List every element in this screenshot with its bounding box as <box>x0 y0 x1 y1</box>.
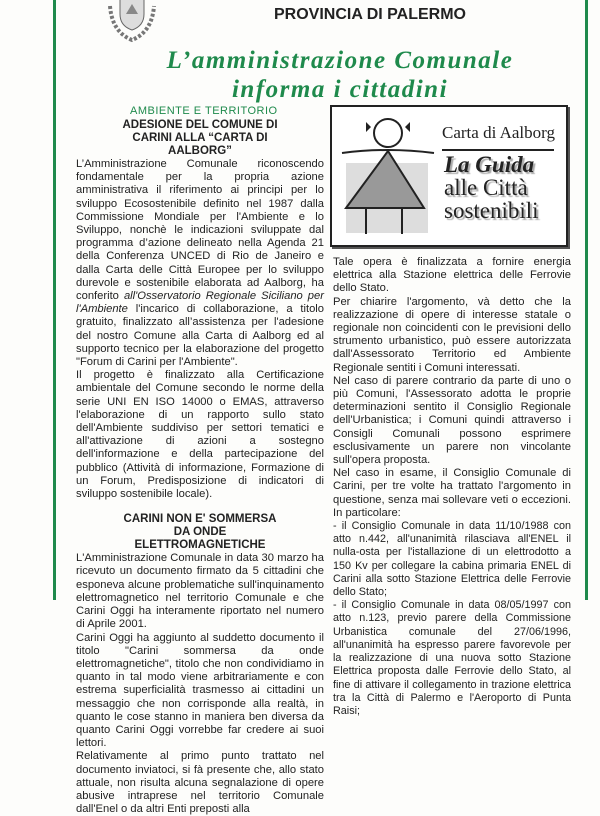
province-name: PROVINCIA DI PALERMO <box>273 6 466 23</box>
headline-aalborg: ADESIONE DEL COMUNE DI CARINI ALLA “CARTA DI AALBORG” <box>122 119 278 157</box>
headline-onde: CARINI NON E' SOMMERSA DA ONDE ELETTROMAGNETICHE <box>123 513 277 552</box>
paragraph: Tale opera è finalizzata a fornire energia elettrica alla Stazione elettrica delle Ferrovie dello Stato. <box>333 256 571 295</box>
paragraph <box>76 158 324 369</box>
right-border-line <box>585 0 588 600</box>
text: L’Amministrazione Comunale riconoscendo fondamentale per la propria azione amministrativa il riferimento ai principi per lo sviluppo Ecosostenibile definito nel 1987 dalla Commissione Mondiale per l'Ambiente e lo Sviluppo, nonchè le indicazioni sviluppate dal programma d’azione delineato nella Agenda 21 della Conferenza UNCED di Rio de Janeiro e dalla Carta delle Città Europee per lo sviluppo durevole e sostenibile elaborata ad Aalborg, ha conferito <box>76 158 324 303</box>
left-column <box>76 119 324 816</box>
carta-aalborg-image <box>330 105 568 247</box>
paragraph: - il Consiglio Comunale in data 08/05/1997 con atto n.123, previo parere della Commissione Urbanistica comunale del 27/06/1996, all'unanimità ha espresso parere favorevole per la realizzazione di una nuova sotto Stazione Elettrica proposta dalle Ferrovie dello Stato, al fine di attivare il collegamento in trazione elettrica tra la Città di Palermo e l'Aeroporto di Punta Raisi; <box>333 599 571 717</box>
child-drawing-icon <box>338 113 438 239</box>
title-line-2: informa i cittadini <box>231 76 449 103</box>
paragraph: Nel caso in esame, il Consiglio Comunale di Carini, per tre volte ha trattato l'argomento in questione, senza mai sollevare veti o eccezioni. In particolare: <box>333 467 571 519</box>
left-border-line <box>53 0 56 600</box>
caption-line: La Guida <box>444 152 535 177</box>
paragraph: Nel caso di parere contrario da parte di uno o più Comuni, l'Assessorato adotta le proprie determinazioni sentito il Consiglio Regionale dell'Urbanistica; i Comuni quindi attraverso i Consigli Comunali possono esprimere esclusivamente un parere non vincolante sull'opera proposta. <box>333 374 571 467</box>
caption-line: sostenibili <box>444 198 539 223</box>
divider <box>442 149 554 151</box>
paragraph: - il Consiglio Comunale in data 11/10/1988 con atto n.442, all'unanimità rilasciava all'ENEL il nulla-osta per l'istallazione di un elettrodotto a 150 Kv per collegare la cabina primaria ENEL di Carini alla sotto Stazione Elettrica delle Ferrovie dello Stato; <box>333 520 571 599</box>
image-caption-guida <box>444 153 539 222</box>
caption-line: alle Città <box>444 175 528 200</box>
right-column <box>333 256 571 718</box>
section-kicker: AMBIENTE E TERRITORIO <box>130 105 278 117</box>
title-line-1: L’amministrazione Comunale <box>166 47 514 74</box>
paragraph: Relativamente al primo punto trattato nel documento inviatoci, si fà presente che, allo stato attuale, non risulta alcuna segnalazione di opere abusive intraprese nel territorio Comunale dall'Enel o da altri Enti preposti alla <box>76 750 324 816</box>
paragraph: L'Amministrazione Comunale in data 30 marzo ha ricevuto un documento firmato da 5 cittadini che esponeva alcune problematiche sull'inquinamento elettromagnetico nel territorio Comunale e che Carini Oggi ha interamente riportato nel numero di Aprile 2001. <box>76 552 324 631</box>
coat-of-arms-icon <box>104 0 160 44</box>
paragraph: Carini Oggi ha aggiunto al suddetto documento il titolo "Carini sommersa da onde elettromagnetiche", titolo che non condividiamo in quanto in tal modo viene arbitrariamente e con estrema superficialità trasmesso ai cittadini un messaggio che non corrisponde alla realtà, in quanto le cose stanno in maniera ben diversa da quanto Carini Oggi vorrebbe far credere ai suoi lettori. <box>76 631 324 750</box>
paragraph: Per chiarire l'argomento, và detto che la realizzazione di opere di interesse statale o regionale non coincidenti con le previsioni dello strumento urbanistico, può essere autorizzata dall'Assessorato Territorio ed Ambiente Regionale sentiti i Comuni interessati. <box>333 295 571 374</box>
text: l'incarico di collaborazione, a titolo gratuito, finalizzato all’assistenza per l'adesione del nostro Comune alla Carta di Aalborg ed al supporto tecnico per la elaborazione del progetto "Forum di Carini per l'Ambiente". <box>76 303 324 369</box>
page-title <box>140 46 540 104</box>
emphasis-text: all'Osservatorio Regionale Siciliano per l'Ambiente <box>76 290 324 316</box>
image-caption-carta: Carta di Aalborg <box>442 123 555 142</box>
paragraph: Il progetto è finalizzato alla Certificazione ambientale del Comune secondo le norme della serie UNI EN ISO 14000 o EMAS, attraverso l'elaborazione di un rapporto sullo stato dell'Ambiente suddiviso per settori tematici e all'attivazione di azioni a sostegno dell'informazione e della partecipazione del pubblico (Attività di informazione, Formazione di un Forum, Predisposizione di indicatori di sviluppo sostenibile locale). <box>76 369 324 501</box>
